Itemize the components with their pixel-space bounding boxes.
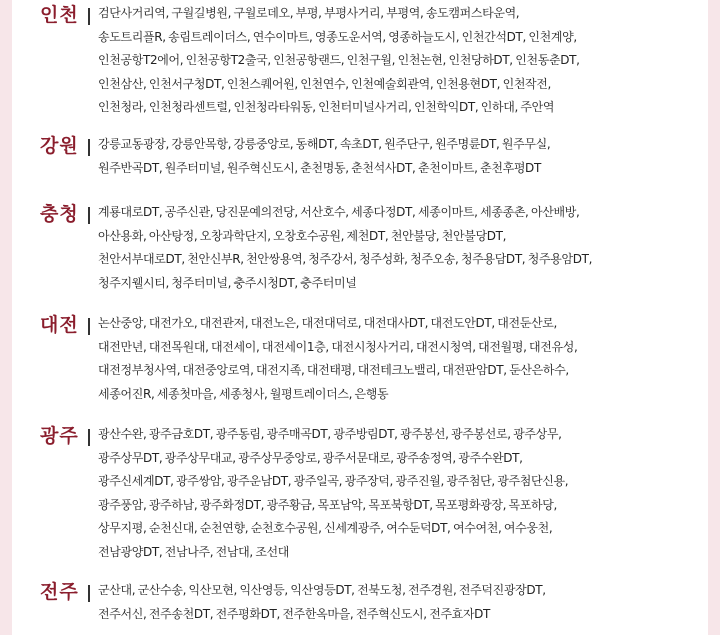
divider-bar [88, 585, 90, 602]
store-names [98, 2, 698, 120]
store-line: 송도트리플R, 송림트레이더스, 연수이마트, 영종도운서역, 영종하늘도시, 인천간석DT, 인천계양, [98, 29, 577, 44]
store-line: 아산용화, 아산탕정, 오창과학단지, 오창호수공원, 제천DT, 천안불당, 천안불당DT, [98, 228, 507, 243]
store-line: 광산수완, 광주금호DT, 광주동림, 광주매곡DT, 광주방림DT, 광주봉선, 광주봉선로, 광주상무, [98, 427, 562, 441]
store-line: 전남광양DT, 전남나주, 전남대, 조선대 [98, 544, 290, 559]
store-list-panel [12, 0, 708, 635]
store-line: 상무지평, 순천신대, 순천연향, 순천호수공원, 신세계광주, 여수둔덕DT, 여수여천, 여수웅천, [98, 521, 553, 536]
store-line: 세종어진R, 세종첫마을, 세종청사, 월평트레이더스, 은행동 [98, 386, 389, 401]
region-title: 강원 [40, 135, 79, 157]
store-line: 인천삼산, 인천서구청DT, 인천스퀘어원, 인천연수, 인천예술회관역, 인천용현DT, 인천작전, [98, 76, 552, 91]
store-line: 전주서신, 전주송천DT, 전주평화DT, 전주한옥마을, 전주혁신도시, 전주효자DT [98, 606, 491, 621]
divider-bar [88, 8, 90, 25]
region-title: 인천 [40, 4, 79, 26]
store-names [98, 133, 698, 180]
store-names [98, 312, 698, 406]
store-line: 대전만년, 대전목원대, 대전세이, 대전세이1층, 대전시청사거리, 대전시청역, 대전월평, 대전유성, [98, 339, 578, 354]
store-line: 대전정부청사역, 대전중앙로역, 대전지족, 대전태평, 대전테크노밸리, 대전판암DT, 둔산은하수, [98, 363, 569, 378]
divider-bar [88, 429, 90, 446]
region-title: 대전 [40, 314, 79, 336]
store-line: 인천공항T2에어, 인천공항T2출국, 인천공항랜드, 인천구월, 인천논현, 인천당하DT, 인천동춘DT, [98, 53, 580, 68]
store-line: 청주지웰시티, 청주터미널, 충주시청DT, 충주터미널 [98, 275, 357, 290]
store-line: 광주상무DT, 광주상무대교, 광주상무중앙로, 광주서문대로, 광주송정역, 광주수완DT, [98, 450, 523, 465]
store-line: 천안서부대로DT, 천안신부R, 천안쌍용역, 청주강서, 청주성화, 청주오송, 청주용담DT, 청주용암DT, [98, 252, 593, 267]
store-line: 강릉교동광장, 강릉안목항, 강릉중앙로, 동해DT, 속초DT, 원주단구, 원주명륜DT, 원주무실, [98, 137, 551, 151]
region-title: 광주 [40, 425, 79, 447]
store-names [98, 201, 698, 295]
region-title: 전주 [40, 581, 79, 603]
store-line: 인천청라, 인천청라센트럴, 인천청라타워동, 인천터미널사거리, 인천학익DT, 인하대, 주안역 [98, 100, 555, 115]
store-line: 광주풍암, 광주하남, 광주화정DT, 광주황금, 목포남악, 목포북항DT, 목포평화광장, 목포하당, [98, 497, 557, 512]
divider-bar [88, 207, 90, 224]
divider-bar [88, 139, 90, 156]
store-line: 논산중앙, 대전가오, 대전관저, 대전노은, 대전대덕로, 대전대사DT, 대전도안DT, 대전둔산로, [98, 316, 557, 330]
store-line: 원주반곡DT, 원주터미널, 원주혁신도시, 춘천명동, 춘천석사DT, 춘천이마트, 춘천후평DT [98, 160, 541, 175]
store-names [98, 423, 698, 565]
store-names [98, 579, 698, 626]
region-title: 충청 [40, 203, 79, 225]
store-line: 군산대, 군산수송, 익산모현, 익산영등, 익산영등DT, 전북도청, 전주경원, 전주덕진광장DT, [98, 583, 546, 597]
divider-bar [88, 318, 90, 335]
store-line: 광주신세계DT, 광주쌍암, 광주운남DT, 광주일곡, 광주장덕, 광주진월, 광주첨단, 광주첨단신용, [98, 474, 569, 489]
store-line: 계룡대로DT, 공주신관, 당진문예의전당, 서산호수, 세종다정DT, 세종이마트, 세종종촌, 아산배방, [98, 205, 580, 219]
store-line: 검단사거리역, 구월길병원, 구월로데오, 부평, 부평사거리, 부평역, 송도캠퍼스타운역, [98, 6, 520, 20]
